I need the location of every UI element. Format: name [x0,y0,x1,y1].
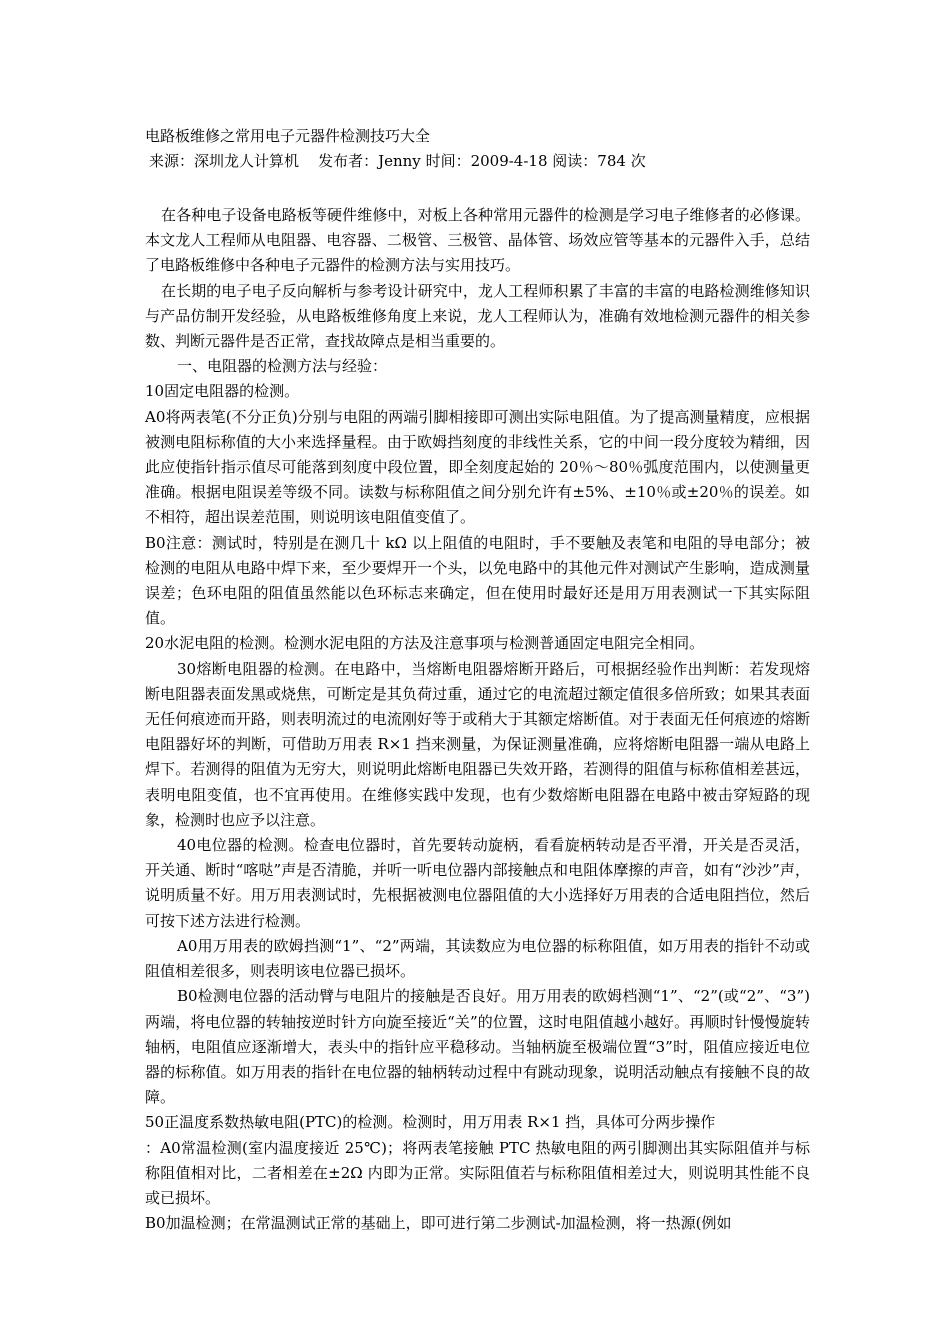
paragraph-ptc-a: ：A0常温检测(室内温度接近 25℃)；将两表笔接触 PTC 热敏电阻的两引脚测出其实际阻值并与标称阻值相对比，二者相差在±2Ω 内即为正常。实际阻值若与标称阻值相差过大，则说明其性能不良或已损坏。 [145,1138,810,1207]
meta-publisher: 发布者：Jenny [318,152,421,170]
paragraph-fuse-resistor: 30熔断电阻器的检测。在电路中，当熔断电阻器熔断开路后，可根据经验作出判断：若发现熔断电阻器表面发黑或烧焦，可断定是其负荷过重，通过它的电流超过额定值很多倍所致；如果其表面无任何痕迹而开路，则表明流过的电流刚好等于或稍大于其额定熔断值。对于表面无任何痕迹的熔断电阻器好坏的判断，可借助万用表 R×1 挡来测量，为保证测量准确，应将熔断电阻器一端从电路上焊下。若测得的阻值为无穷大，则说明此熔断电阻器已失效开路，若测得的阻值与标称值相差甚远，表明电阻变值，也不宜再使用。在维修实践中发现，也有少数熔断电阻器在电路中被击穿短路的现象，检测时也应予以注意。 [145,659,810,829]
spacer [145,176,810,203]
meta-reads: 阅读：784 次 [552,152,646,170]
paragraph-intro-2: 在长期的电子电子反向解析与参考设计研究中，龙人工程师积累了丰富的丰富的电路检测维修知识与产品仿制开发经验，从电路板维修角度上来说，龙人工程师认为，准确有效地检测元器件的相关参数、判断元器件是否正常，查找故障点是相当重要的。 [145,281,810,351]
meta-time: 时间：2009-4-18 [425,152,548,170]
paragraph-intro-1: 在各种电子设备电路板等硬件维修中，对板上各种常用元器件的检测是学习电子维修者的必修课。本文龙人工程师从电阻器、电容器、二极管、三极管、晶体管、场效应管等基本的元器件入手，总结了电路板维修中各种电子元器件的检测方法与实用技巧。 [145,206,810,275]
article-meta [145,149,810,174]
paragraph-potentiometer: 40电位器的检测。检查电位器时，首先要转动旋柄，看看旋柄转动是否平滑，开关是否灵活，开关通、断时“喀哒”声是否清脆，并听一听电位器内部接触点和电阻体摩擦的声音，如有“沙沙”声，说明质量不好。用万用表测试时，先根据被测电位器阻值的大小选择好万用表的合适电阻挡位，然后可按下述方法进行检测。 [145,836,810,930]
paragraph-fixed-resistor-a: A0将两表笔(不分正负)分别与电阻的两端引脚相接即可测出实际电阻值。为了提高测量精度，应根据被测电阻标称值的大小来选择量程。由于欧姆挡刻度的非线性关系，它的中间一段分度较为精细，因此应使指针指示值尽可能落到刻度中段位置，即全刻度起始的 20％～80％弧度范围内，以使测量更准确。根据电阻误差等级不同。读数与标称阻值之间分别允许有±5%、±10％或±20％的误差。如不相符，超出误差范围，则说明该电阻值变值了。 [145,407,810,527]
paragraph-ptc-b: B0加温检测；在常温测试正常的基础上，即可进行第二步测试-加温检测，将一热源(例如 [145,1214,732,1233]
article-title: 电路板维修之常用电子元器件检测技巧大全 [145,127,431,145]
paragraph-fixed-resistor-b: B0注意：测试时，特别是在测几十 kΩ 以上阻值的电阻时，手不要触及表笔和电阻的导电部分；被检测的电阻从电路中焊下来，至少要焊开一个头，以免电路中的其他元件对测试产生影响，造成测量误差；色环电阻的阻值虽然能以色环标志来确定，但在使用时最好还是用万用表测试一下其实际阻值。 [145,533,810,628]
paragraph-fixed-resistor: 10固定电阻器的检测。 [145,382,300,401]
section-heading-resistor: 一、电阻器的检测方法与经验： [177,357,388,376]
meta-source: 来源：深圳龙人计算机 [149,152,300,170]
article [145,124,810,1236]
paragraph-potentiometer-a: A0用万用表的欧姆挡测“1”、“2”两端，其读数应为电位器的标称阻值，如万用表的指针不动或阻值相差很多，则表明该电位器已损坏。 [145,936,810,981]
paragraph-cement-resistor: 20水泥电阻的检测。检测水泥电阻的方法及注意事项与检测普通固定电阻完全相同。 [145,634,705,653]
paragraph-potentiometer-b: B0检测电位器的活动臂与电阻片的接触是否良好。用万用表的欧姆档测“1”、“2”(或“2”、“3”)两端，将电位器的转轴按逆时针方向旋至接近“关”的位置，这时电阻值越小越好。再顺时针慢慢旋转轴柄，电阻值应逐渐增大，表头中的指针应平稳移动。当轴柄旋至极端位置“3”时，阻值应接近电位器的标称值。如万用表的指针在电位器的轴柄转动过程中有跳动现象，说明活动触点有接触不良的故障。 [145,987,810,1107]
paragraph-ptc: 50正温度系数热敏电阻(PTC)的检测。检测时，用万用表 R×1 挡，具体可分两步操作 [145,1113,716,1132]
